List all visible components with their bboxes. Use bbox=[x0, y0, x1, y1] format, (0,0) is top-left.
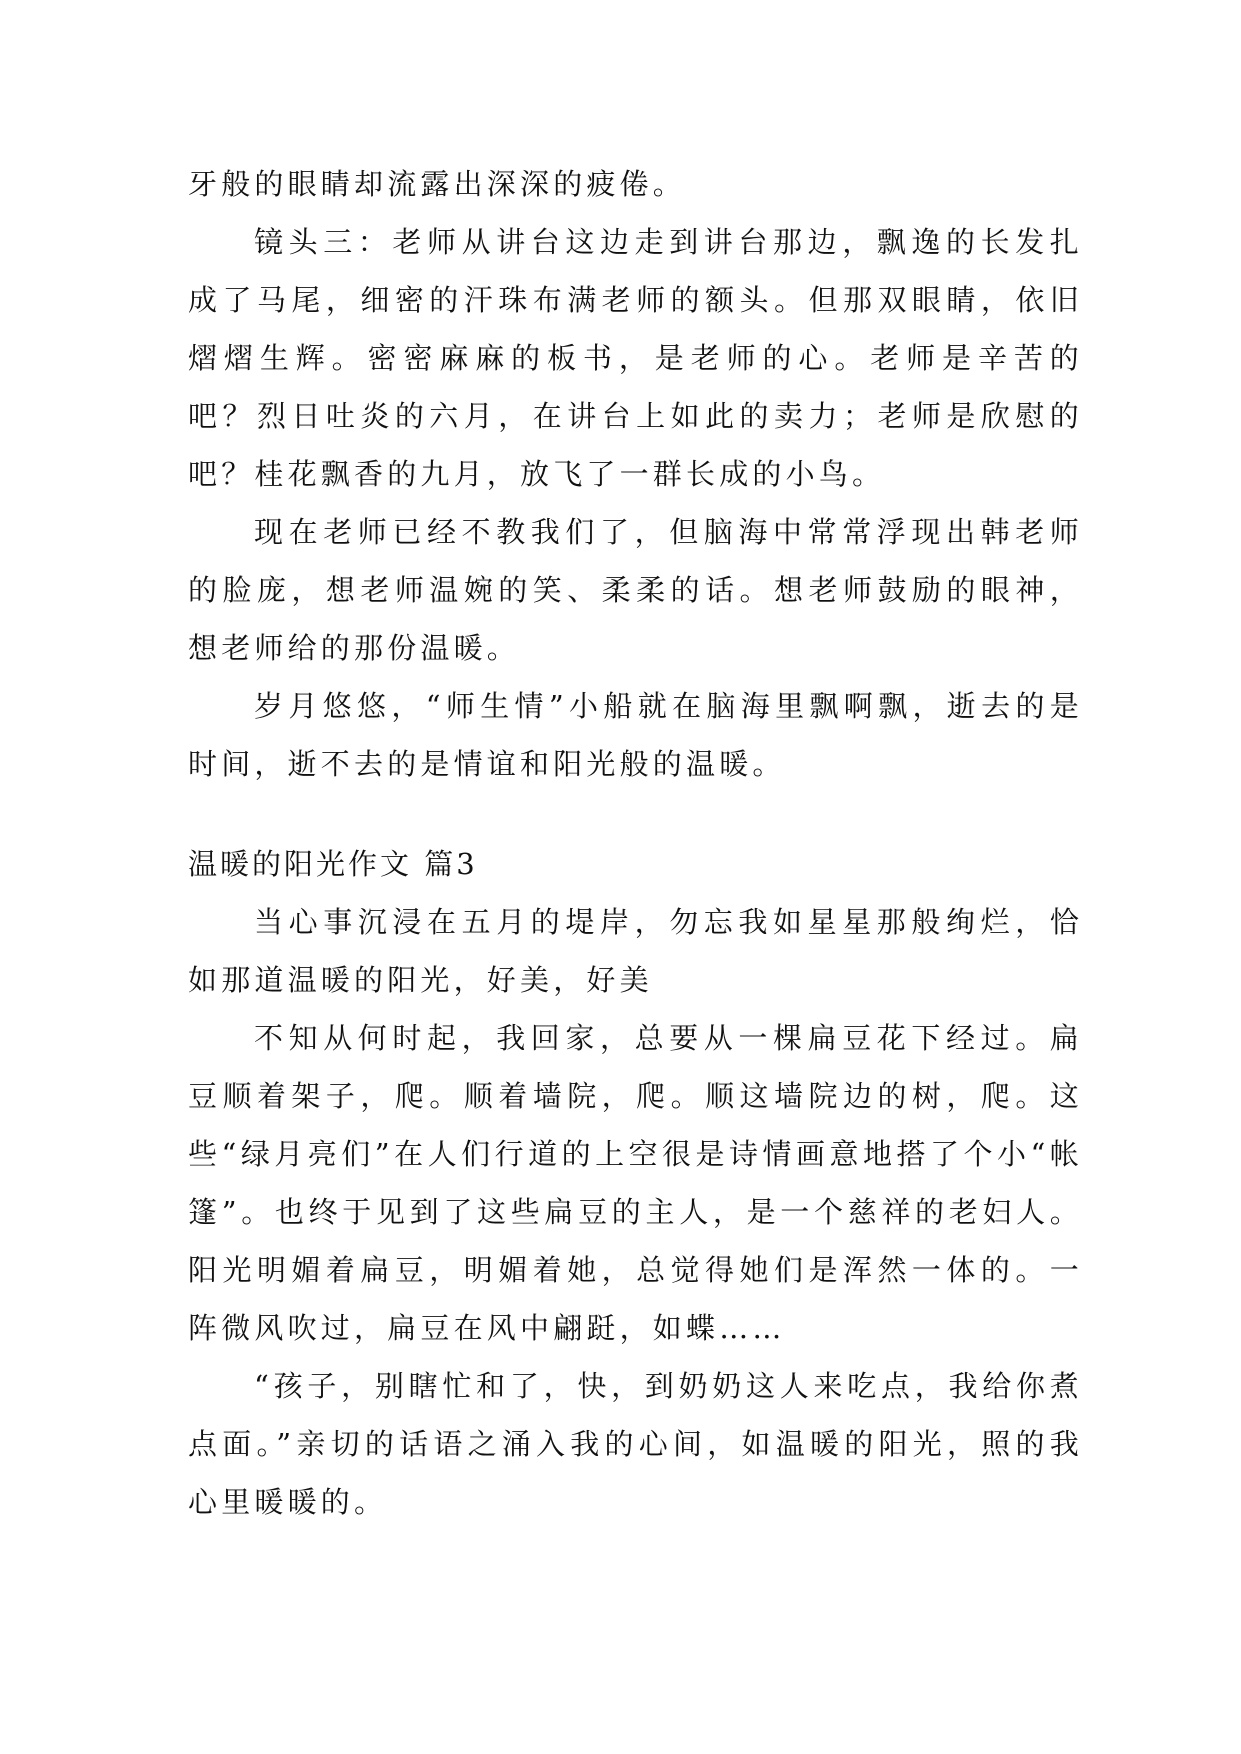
section-heading: 温暖的阳光作文 篇3 bbox=[188, 847, 478, 881]
paragraph-continued: 牙般的眼睛却流露出深深的疲倦。 bbox=[188, 167, 687, 201]
paragraph-teacher-memory: 现在老师已经不教我们了，但脑海中常常浮现出韩老师的脸庞，想老师温婉的笑、柔柔的话。想老师鼓励的眼神，想老师给的那份温暖。 bbox=[188, 515, 1083, 665]
paragraph-grandma-words: “孩子，别瞎忙和了，快，到奶奶这人来吃点，我给你煮点面。”亲切的话语之涌入我的心间，如温暖的阳光，照的我心里暖暖的。 bbox=[188, 1369, 1083, 1519]
paragraph-shot-three: 镜头三：老师从讲台这边走到讲台那边，飘逸的长发扎成了马尾，细密的汗珠布满老师的额头。但那双眼睛，依旧熠熠生辉。密密麻麻的板书，是老师的心。老师是辛苦的吧？烈日吐炎的六月，在讲台上如此的卖力；老师是欣慰的吧？桂花飘香的九月，放飞了一群长成的小鸟。 bbox=[188, 225, 1083, 491]
paragraph-may-embankment: 当心事沉浸在五月的堤岸，勿忘我如星星那般绚烂，恰如那道温暖的阳光，好美，好美 bbox=[188, 905, 1083, 997]
document-body bbox=[188, 155, 1083, 1531]
paragraph-years: 岁月悠悠，“师生情”小船就在脑海里飘啊飘，逝去的是时间，逝不去的是情谊和阳光般的温暖。 bbox=[188, 689, 1083, 781]
paragraph-bean-flowers: 不知从何时起，我回家，总要从一棵扁豆花下经过。扁豆顺着架子，爬。顺着墙院，爬。顺这墙院边的树，爬。这些“绿月亮们”在人们行道的上空很是诗情画意地搭了个小“帐篷”。也终于见到了这些扁豆的主人，是一个慈祥的老妇人。阳光明媚着扁豆，明媚着她，总觉得她们是浑然一体的。一阵微风吹过，扁豆在风中翩跹，如蝶…… bbox=[188, 1021, 1083, 1345]
